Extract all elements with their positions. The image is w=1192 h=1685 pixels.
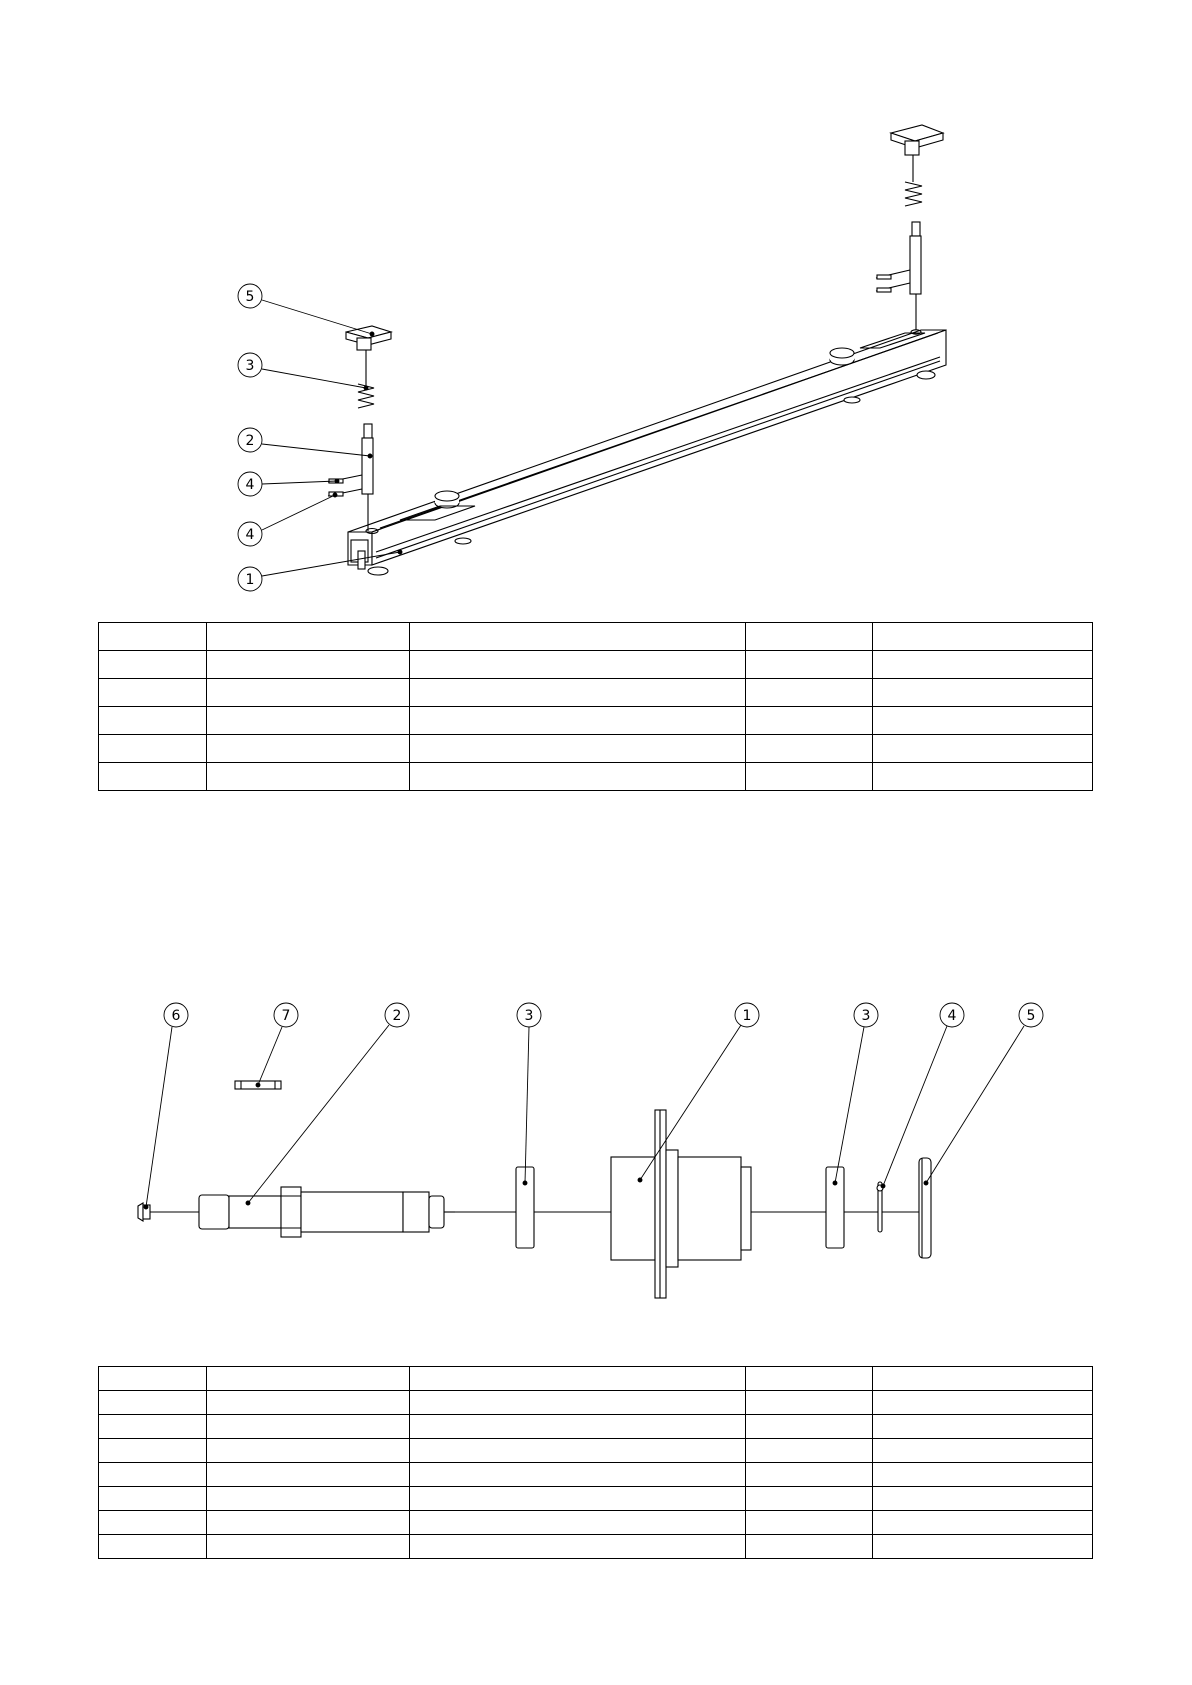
table-cell [207,707,410,735]
table-cell [410,763,746,791]
callout-bearing [833,1003,878,1185]
table-cell [746,623,873,651]
bearing-right [826,1167,844,1248]
table-row [99,1511,1093,1535]
callout-label: 1 [245,572,255,588]
table-cell [873,1535,1093,1559]
table-cell [207,1511,410,1535]
callout-hub [638,1003,759,1182]
table-cell [873,763,1093,791]
table-cell [873,735,1093,763]
callout-label: 3 [245,358,255,374]
table-cell [746,1511,873,1535]
callout-key [256,1003,298,1087]
table-cell [746,1535,873,1559]
callout-spring [238,353,368,390]
callout-label: 3 [524,1008,534,1024]
table-cell [207,1367,410,1391]
spring-right [905,182,922,206]
callout-pin-shaft [238,428,372,458]
table-cell [207,679,410,707]
table-cell [207,651,410,679]
table-cell [873,1391,1093,1415]
table-row [99,1391,1093,1415]
callout-label: 4 [947,1008,957,1024]
table-cell [873,651,1093,679]
table-cell [410,1463,746,1487]
table-cell [99,679,207,707]
table-cell [410,679,746,707]
table-row [99,707,1093,735]
callout-label: 2 [245,433,255,449]
table-row [99,679,1093,707]
table-cell [746,735,873,763]
callouts-drawing-2 [144,1003,1043,1209]
callout-label: 4 [245,527,255,543]
table-cell [746,1439,873,1463]
table-row [99,1463,1093,1487]
table-cell [99,651,207,679]
table-cell [99,1511,207,1535]
table-cell [410,1487,746,1511]
table-cell [746,679,873,707]
callout-hub-cap [924,1003,1043,1185]
cross-pins-right [876,270,910,292]
axle [199,1187,455,1237]
frame-bar-assembly [238,125,946,591]
table-cell [207,623,410,651]
split-pin [877,1182,883,1232]
parts-table-2 [98,1366,1093,1559]
table-cell [873,1463,1093,1487]
frame-bar [348,330,946,575]
table-cell [873,1511,1093,1535]
table-cell [410,1391,746,1415]
table-cell [873,1439,1093,1463]
table-row [99,651,1093,679]
table-cell [410,1439,746,1463]
table-cell [207,1391,410,1415]
table-cell [873,679,1093,707]
pin-shaft-right [910,222,921,330]
table-cell [207,1535,410,1559]
table-row [99,763,1093,791]
table-cell [410,651,746,679]
table-cell [410,707,746,735]
table-cell [99,1391,207,1415]
table-cell [410,1367,746,1391]
callout-cross-pin [238,472,339,496]
table-cell [410,1415,746,1439]
axle-hub-assembly [138,1003,1043,1298]
callout-label: 5 [245,289,255,305]
table-row [99,735,1093,763]
table-cell [99,623,207,651]
callout-label: 5 [1026,1008,1036,1024]
callout-label: 6 [171,1008,181,1024]
callout-label: 2 [392,1008,402,1024]
table-row [99,1439,1093,1463]
table-cell [873,707,1093,735]
table-cell [99,1415,207,1439]
callout-knob [238,284,374,336]
table-row [99,1415,1093,1439]
table-cell [873,623,1093,651]
table-cell [746,707,873,735]
table-cell [410,1535,746,1559]
table-cell [746,1487,873,1511]
table-row [99,1367,1093,1391]
table-cell [410,1511,746,1535]
table-cell [746,1415,873,1439]
callout-label: 4 [245,477,255,493]
table-cell [746,1367,873,1391]
table-cell [873,1415,1093,1439]
t-knob-right [891,125,943,155]
table-cell [207,1439,410,1463]
table-cell [99,735,207,763]
table-cell [99,1463,207,1487]
callout-label: 7 [281,1008,291,1024]
table-cell [207,763,410,791]
table-cell [873,1487,1093,1511]
table-cell [207,735,410,763]
table-cell [873,1367,1093,1391]
callout-cross-pin [238,493,337,546]
table-cell [746,651,873,679]
callout-axle [246,1003,409,1205]
table-cell [207,1487,410,1511]
table-cell [99,763,207,791]
table-cell [746,1391,873,1415]
cross-pins-left [328,475,362,496]
callout-label: 3 [861,1008,871,1024]
table-cell [99,1535,207,1559]
table-cell [410,623,746,651]
table-cell [207,1415,410,1439]
table-cell [99,707,207,735]
table-cell [99,1439,207,1463]
parts-table-1 [98,622,1093,791]
table-cell [746,1463,873,1487]
table-cell [746,763,873,791]
hub [611,1110,751,1298]
hub-cap [919,1158,931,1258]
callout-label: 1 [742,1008,752,1024]
callout-bearing [517,1003,541,1185]
pin-shaft-left [362,424,373,531]
t-knob-left [346,326,391,350]
table-cell [410,735,746,763]
table-row [99,1535,1093,1559]
table-row [99,623,1093,651]
table-cell [99,1367,207,1391]
table-row [99,1487,1093,1511]
table-cell [99,1487,207,1511]
callout-grease-nipple [144,1003,188,1209]
table-cell [207,1463,410,1487]
